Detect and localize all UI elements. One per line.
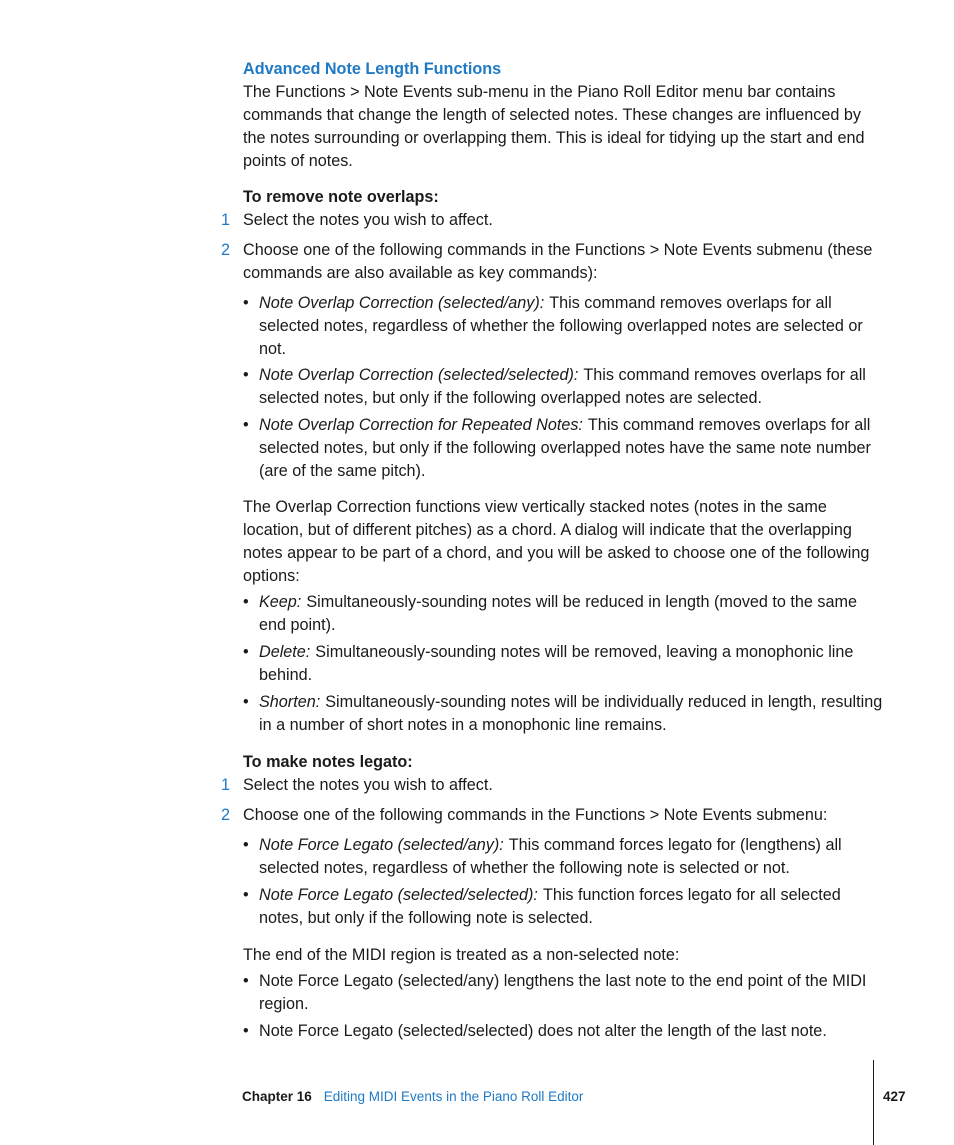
- bullet: •: [243, 886, 249, 904]
- task-heading-overlaps: To remove note overlaps:: [243, 188, 439, 206]
- legato-command-list: [243, 834, 883, 930]
- steps-legato: [221, 774, 883, 827]
- chapter-label: Chapter 16: [242, 1089, 312, 1104]
- region-end-notes-list: [243, 970, 883, 1043]
- bullet: •: [243, 693, 249, 711]
- list-item: [243, 591, 883, 637]
- overlap-explanation-paragraph: The Overlap Correction functions view vertically stacked notes (notes in the same location, but of different pitches) as a chord. A dialog will indicate that the overlapping notes appear to be part of a chord, and you will be asked to choose one of the following options:: [243, 498, 870, 585]
- bullet: •: [243, 294, 249, 312]
- bullet: •: [243, 972, 249, 990]
- command-description: This command removes overlaps for all selected notes, but only if the following overlapped notes have the same note number (are of the same pitch).: [259, 416, 871, 480]
- command-term: Note Overlap Correction for Repeated Notes:: [259, 416, 583, 434]
- list-item: [243, 364, 883, 410]
- note-text: Note Force Legato (selected/selected) does not alter the length of the last note.: [259, 1022, 827, 1040]
- option-term: Shorten:: [259, 693, 321, 711]
- option-list: [243, 591, 883, 737]
- section-title: Advanced Note Length Functions: [243, 60, 502, 78]
- intro-paragraph: The Functions > Note Events sub-menu in the Piano Roll Editor menu bar contains commands that change the length of selected notes. These changes are influenced by the notes surrounding or overlapping them. This is ideal for tidying up the start and end points of notes.: [243, 83, 865, 170]
- command-description: This command forces legato for (lengthens) all selected notes, regardless of whether the following note is selected or not.: [259, 836, 842, 877]
- task-heading-legato: To make notes legato:: [243, 753, 413, 771]
- option-description: Simultaneously-sounding notes will be reduced in length (moved to the same end point).: [259, 593, 858, 634]
- chapter-title: Editing MIDI Events in the Piano Roll Editor: [323, 1089, 584, 1104]
- command-term: Note Overlap Correction (selected/selected):: [259, 366, 579, 384]
- command-term: Note Overlap Correction (selected/any):: [259, 294, 545, 312]
- step-item: [221, 774, 883, 797]
- page-content: [221, 58, 883, 1043]
- step-item: [221, 804, 883, 827]
- option-term: Keep:: [259, 593, 302, 611]
- footer-divider: [873, 1060, 874, 1145]
- list-item: [243, 884, 883, 930]
- page-number: 427: [883, 1089, 906, 1104]
- command-description: This command removes overlaps for all selected notes, regardless of whether the following overlapped notes are selected or not.: [259, 294, 863, 358]
- option-term: Delete:: [259, 643, 311, 661]
- step-number: 2: [221, 806, 231, 824]
- option-description: Simultaneously-sounding notes will be removed, leaving a monophonic line behind.: [259, 643, 854, 684]
- note-text: Note Force Legato (selected/any) lengthens the last note to the end point of the MIDI region.: [259, 972, 867, 1013]
- overlap-command-list: [243, 292, 883, 483]
- bullet: •: [243, 416, 249, 434]
- step-number: 2: [221, 241, 231, 259]
- bullet: •: [243, 366, 249, 384]
- list-item: [243, 970, 883, 1016]
- option-description: Simultaneously-sounding notes will be individually reduced in length, resulting in a number of short notes in a monophonic line remains.: [259, 693, 883, 734]
- bullet: •: [243, 836, 249, 854]
- list-item: [243, 292, 883, 361]
- bullet: •: [243, 643, 249, 661]
- step-number: 1: [221, 211, 231, 229]
- list-item: [243, 1020, 883, 1043]
- list-item: [243, 691, 883, 737]
- list-item: [243, 641, 883, 687]
- step-text: Choose one of the following commands in the Functions > Note Events submenu:: [243, 806, 828, 824]
- command-term: Note Force Legato (selected/any):: [259, 836, 504, 854]
- list-item: [243, 414, 883, 483]
- command-description: This command removes overlaps for all selected notes, but only if the following overlapped notes are selected.: [259, 366, 866, 407]
- step-text: Choose one of the following commands in the Functions > Note Events submenu (these commands are also available as key commands):: [243, 241, 873, 282]
- list-item: [243, 834, 883, 880]
- step-text: Select the notes you wish to affect.: [243, 211, 493, 229]
- page-footer: [242, 1088, 583, 1106]
- step-text: Select the notes you wish to affect.: [243, 776, 493, 794]
- step-item: [221, 209, 883, 232]
- command-term: Note Force Legato (selected/selected):: [259, 886, 538, 904]
- step-number: 1: [221, 776, 231, 794]
- bullet: •: [243, 1022, 249, 1040]
- region-end-paragraph: The end of the MIDI region is treated as a non-selected note:: [243, 946, 680, 964]
- command-description: This function forces legato for all selected notes, but only if the following note is selected.: [259, 886, 841, 927]
- steps-overlaps: [221, 209, 883, 285]
- bullet: •: [243, 593, 249, 611]
- step-item: [221, 239, 883, 285]
